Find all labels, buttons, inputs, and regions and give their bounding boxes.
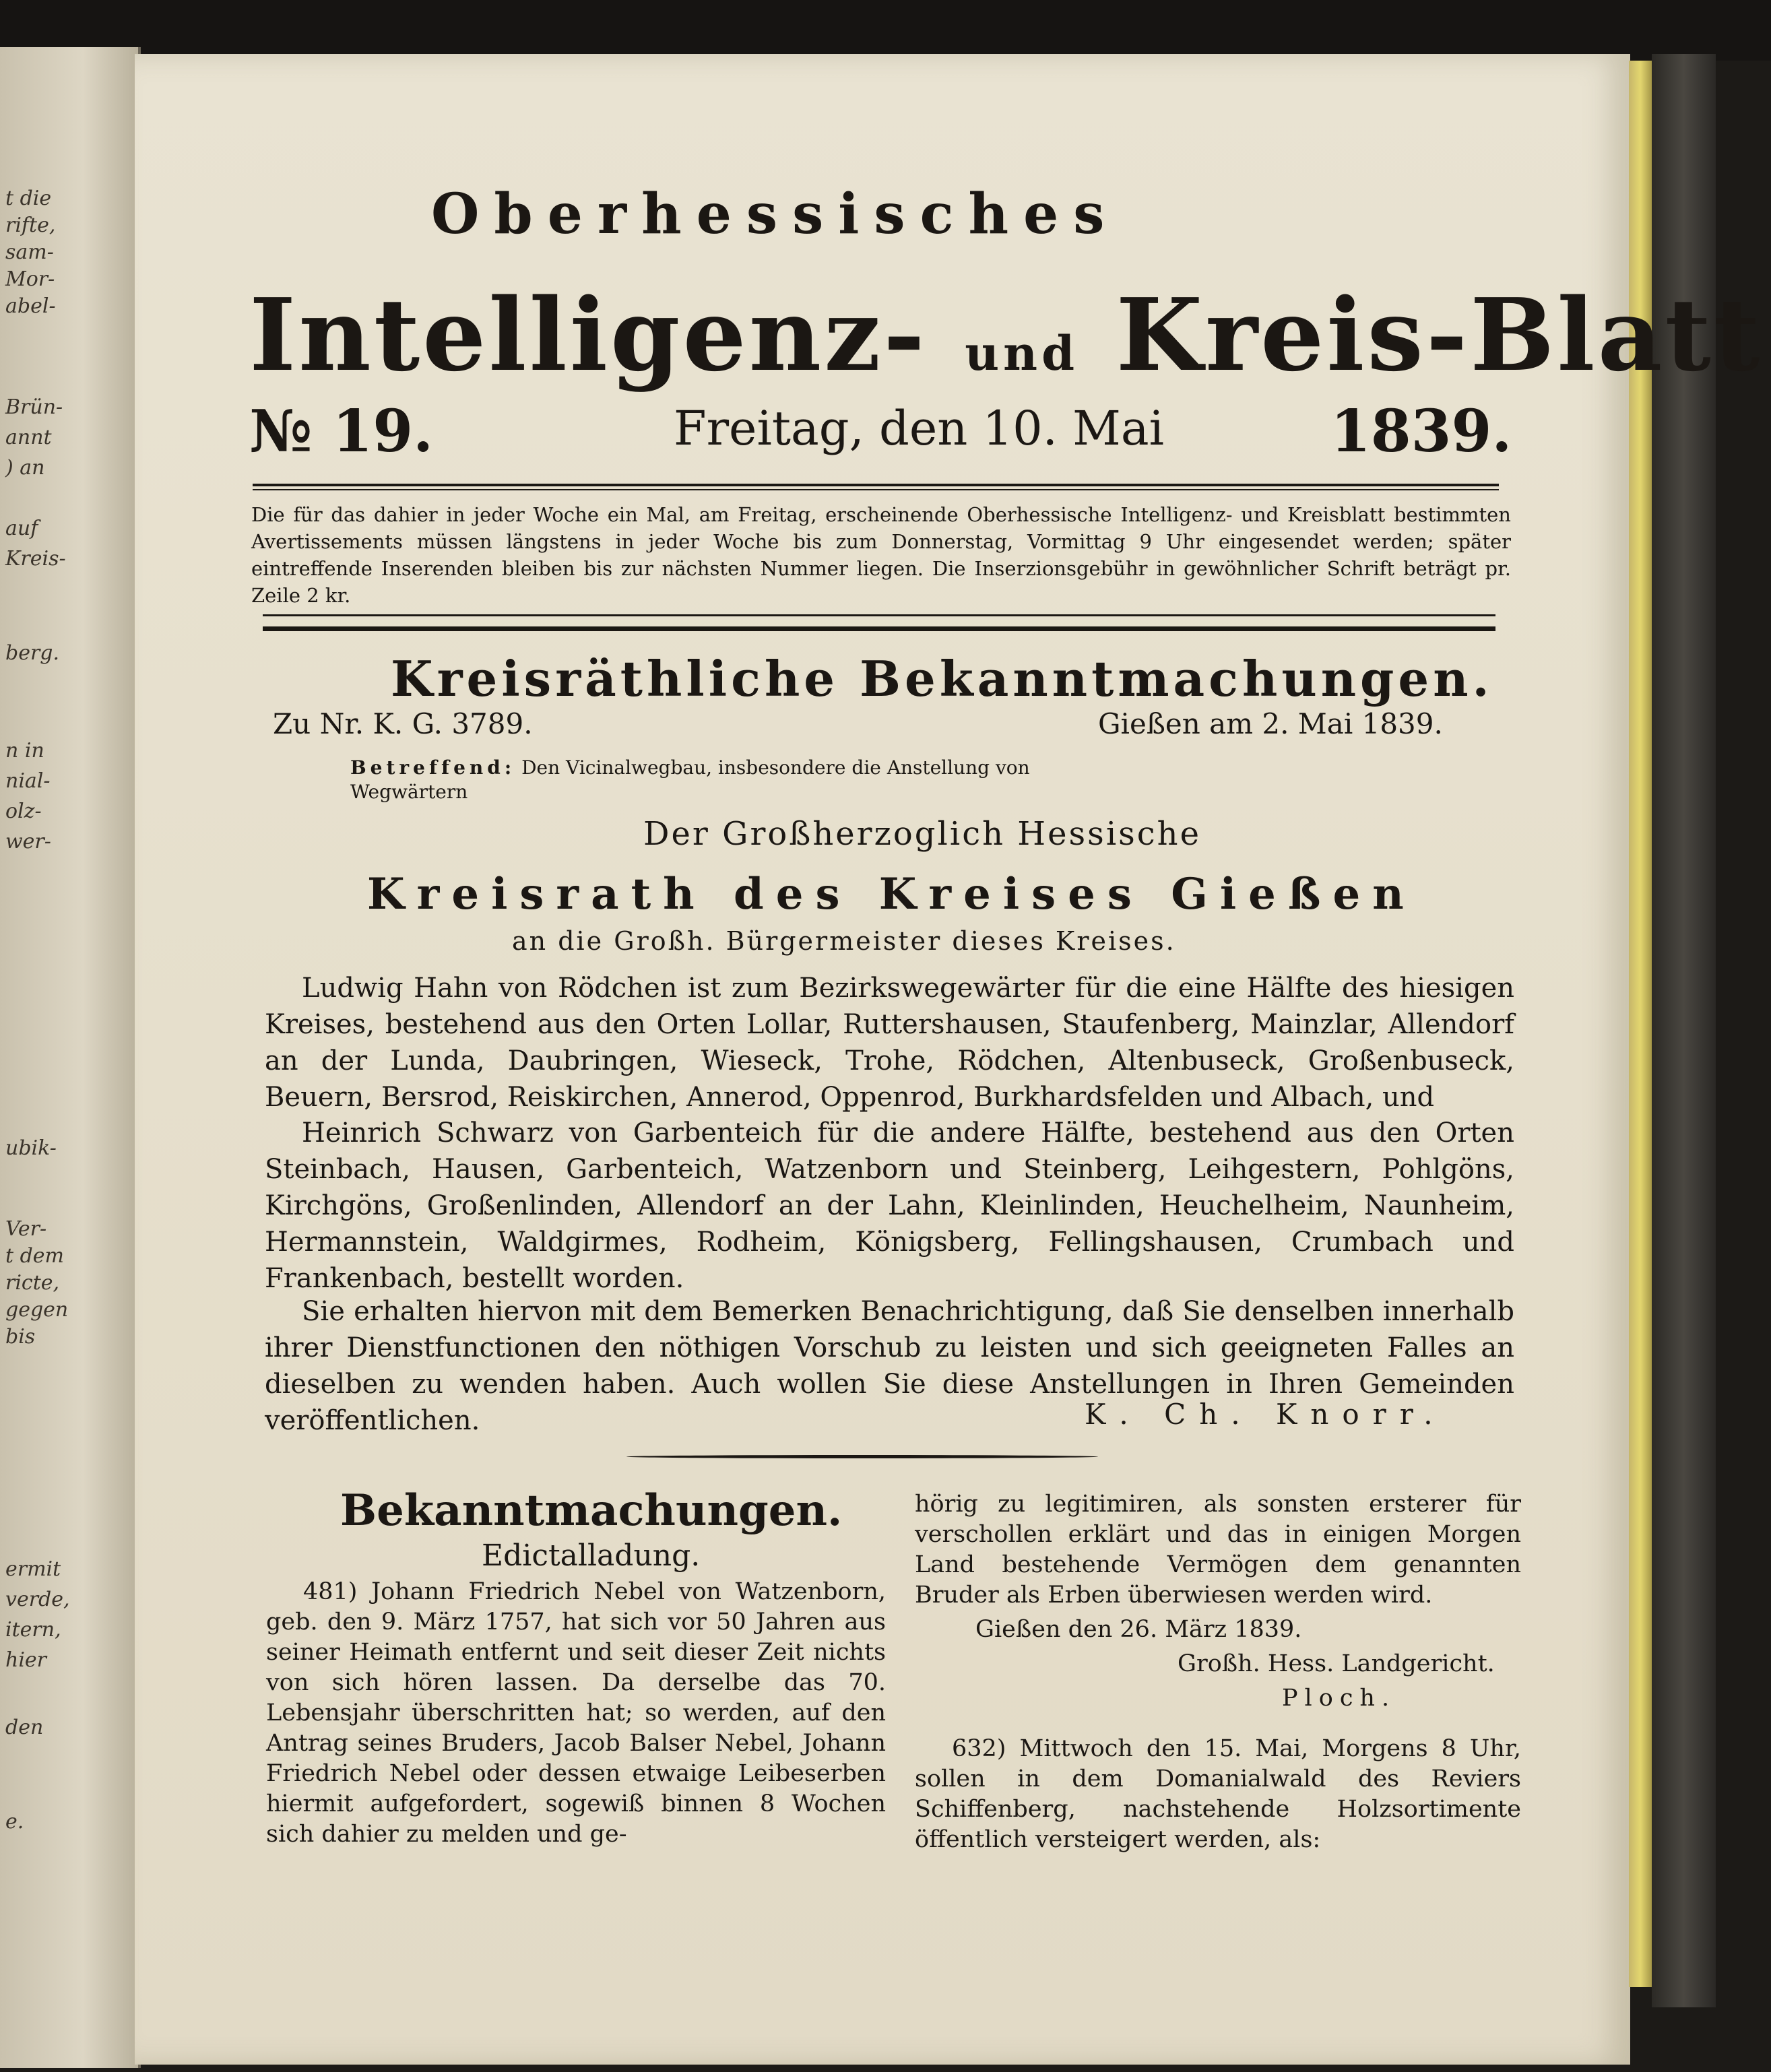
- margin-fragment: verde,: [5, 1588, 70, 1611]
- masthead-title: [249, 276, 1762, 393]
- margin-fragment: itern,: [5, 1618, 61, 1642]
- margin-fragment: t die: [5, 187, 52, 210]
- announcements-subtitle: Edictalladung.: [482, 1539, 701, 1573]
- margin-fragment: ) an: [5, 456, 45, 480]
- margin-fragment: nial-: [5, 769, 51, 793]
- subscription-notice: Die für das dahier in jeder Woche ein Mal, am Freitag, erscheinende Oberhessische Intelligenz- und Kreisblatt bestimmten Avertissements müssen längstens in jeder Woche bis zum Donnerstag, Vormittag 9 Uhr eingesendet werden; später eintreffende Inserenden bleiben bis zur nächsten Nummer liegen. Die Inserzionsgebühr in gewöhnlicher Schrift beträgt pr. Zeile 2 kr.: [251, 503, 1511, 607]
- decree-signature: K. Ch. Knorr.: [1085, 1398, 1446, 1431]
- margin-fragment: ubik-: [5, 1136, 57, 1160]
- section-title: Kreisräthliche Bekanntmachungen.: [391, 650, 1493, 707]
- margin-fragment: ermit: [5, 1557, 61, 1581]
- margin-fragment: auf: [5, 517, 38, 540]
- margin-fragment: abel-: [5, 294, 56, 318]
- decree-paragraph-3: Sie erhalten hiervon mit dem Bemerken Benachrichtigung, daß Sie denselben innerhalb ihrer Dienstfunctionen den nöthigen Vorschub zu leisten und sich geeigneten Falles an dieselben zu wenden haben. Auch wollen Sie diese Anstellungen in Ihren Gemeinden veröffentlichen.: [265, 1296, 1514, 1436]
- margin-fragment: t dem: [5, 1244, 64, 1268]
- announcements-right-column: [915, 1485, 1521, 1855]
- margin-fragment: gegen: [5, 1298, 69, 1322]
- margin-fragment: n in: [5, 739, 44, 763]
- announcement-632: 632) Mittwoch den 15. Mai, Morgens 8 Uhr, sollen in dem Domanialwald des Reviers Schiffenberg, nachstehende Holzsortimente öffentlich versteigert werden, als:: [915, 1735, 1521, 1853]
- decree-reference: Zu Nr. K. G. 3789.: [273, 707, 533, 740]
- section-divider: [626, 1455, 1098, 1458]
- announcements-title: Bekanntmachungen.: [340, 1485, 843, 1536]
- announcement-481-continued: hörig zu legitimiren, als sonsten ersterer für verschollen erklärt und das in einigen Morgen Land bestehende Vermögen dem genannten Bruder als Erben überwiesen werden wird.: [915, 1491, 1521, 1609]
- announcement-481: 481) Johann Friedrich Nebel von Watzenborn, geb. den 9. März 1757, hat sich vor 50 Jahren aus seiner Heimath entfernt und seit dieser Zeit nichts von sich hören lassen. Da derselbe das 70. Lebensjahr überschritten hat; so werden, auf den Antrag seines Bruders, Jacob Balser Nebel, Johann Friedrich Nebel oder dessen etwaige Leibeserben hiermit aufgefordert, sogewiß binnen 8 Wochen sich dahier zu melden und ge-: [266, 1578, 886, 1848]
- margin-fragment: hier: [5, 1648, 47, 1672]
- margin-fragment: berg.: [5, 641, 60, 665]
- subject-label: Betreffend:: [350, 756, 516, 779]
- decree-paragraph-1: Ludwig Hahn von Rödchen ist zum Bezirkswegewärter für die eine Hälfte des hiesigen Kreises, bestehend aus den Orten Lollar, Ruttershausen, Staufenberg, Mainzlar, Allendorf an der Lunda, Daubringen, Wieseck, Trohe, Rödchen, Altenbuseck, Großenbuseck, Beuern, Bersrod, Reiskirchen, Annerod, Oppenrod, Burkhardsfelden und Albach, und: [265, 973, 1514, 1113]
- decree-subject: [350, 756, 1105, 804]
- margin-fragment: Ver-: [5, 1217, 47, 1241]
- margin-fragment: bis: [5, 1325, 36, 1349]
- decree-place-date: Gießen am 2. Mai 1839.: [1098, 707, 1443, 740]
- decree-paragraph-2: Heinrich Schwarz von Garbenteich für die andere Hälfte, bestehend aus den Orten Steinbach, Hausen, Garbenteich, Watzenborn und Steinberg, Leihgestern, Pohlgöns, Kirchgöns, Großenlinden, Allendorf an der Lahn, Kleinlinden, Heuchelheim, Naunheim, Hermannstein, Waldgirmes, Rodheim, Königsberg, Fellingshausen, Crumbach und Frankenbach, bestellt worden.: [265, 1118, 1514, 1294]
- margin-fragment: annt: [5, 426, 52, 449]
- masthead-part-c: Kreis-Blatt: [1116, 276, 1763, 393]
- subject-text: Den Vicinalwegbau, insbesondere die Anstellung von Wegwärtern: [350, 756, 1030, 803]
- facing-page-fragment: [0, 47, 141, 2068]
- margin-fragment: e.: [5, 1810, 24, 1834]
- margin-fragment: den: [5, 1716, 44, 1739]
- authority-line-2: Kreisrath des Kreises Gießen: [367, 869, 1416, 919]
- announcement-481-court: Großh. Hess. Landgericht.: [1178, 1650, 1495, 1677]
- scan-background-top: [0, 0, 1771, 61]
- masthead-line1: Oberhessisches: [431, 182, 1120, 247]
- margin-fragment: Mor-: [5, 267, 55, 291]
- authority-line-1: Der Großherzoglich Hessische: [643, 815, 1201, 853]
- margin-fragment: rifte,: [5, 214, 56, 237]
- issue-number: № 19.: [249, 397, 434, 465]
- masthead-part-a: Intelligenz-: [249, 276, 928, 393]
- announcements-left-column: [266, 1485, 886, 1850]
- margin-fragment: olz-: [5, 800, 42, 823]
- authority-line-3: an die Großh. Bürgermeister dieses Kreises.: [512, 926, 1176, 956]
- masthead-part-b: und: [965, 325, 1079, 381]
- margin-fragment: sam-: [5, 240, 54, 264]
- header-rule: [253, 484, 1499, 486]
- issue-date: Freitag, den 10. Mai: [674, 401, 1164, 456]
- issue-year: 1839.: [1330, 397, 1512, 465]
- notice-rule: [263, 614, 1495, 616]
- announcement-481-place: Gießen den 26. März 1839.: [975, 1616, 1302, 1643]
- margin-fragment: wer-: [5, 830, 51, 853]
- margin-fragment: Brün-: [5, 395, 63, 419]
- margin-fragment: Kreis-: [5, 547, 66, 571]
- announcement-481-signature: Ploch.: [1282, 1685, 1396, 1712]
- header-rule-thin: [253, 489, 1499, 490]
- notice-rule-thick: [263, 626, 1495, 631]
- margin-fragment: ricte,: [5, 1271, 60, 1295]
